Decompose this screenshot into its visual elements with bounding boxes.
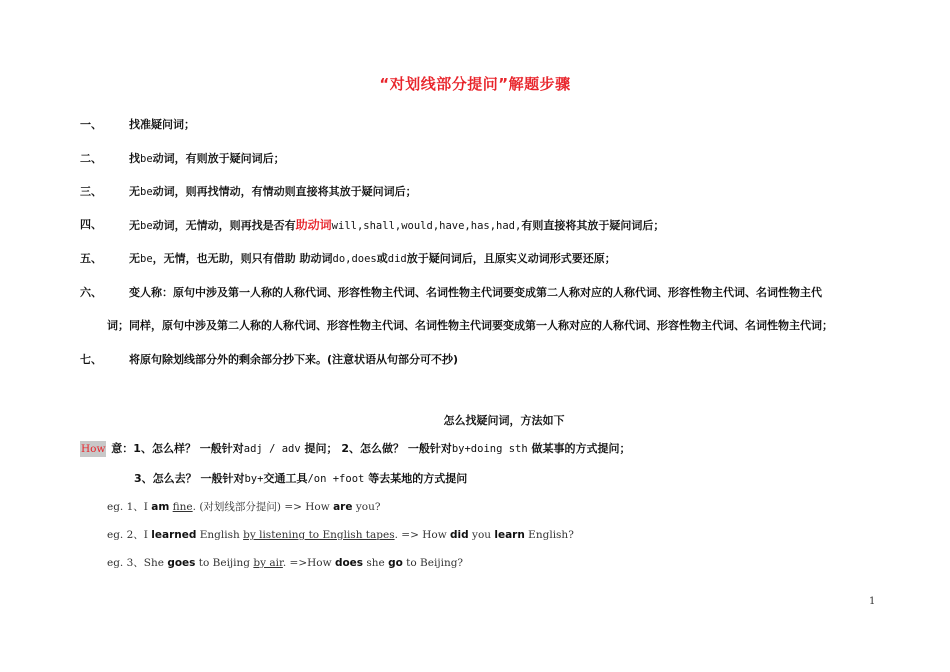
step-keyword: will,shall,would,have,has,had, bbox=[331, 220, 522, 232]
underlined-phrase: by air bbox=[253, 557, 283, 569]
step-6-continuation: 词；同样，原句中涉及第二人称的人称代词、形容性物主代词、名词性物主代词要变成第一人称对应的人称代词、形容性物主代词、名词性物主代词； bbox=[107, 319, 833, 332]
example-text: . => How bbox=[394, 529, 451, 541]
how-text: 等去某地的方式提问 bbox=[364, 472, 468, 485]
step-text-part: ，无情，也无助，则只有借助 助动词 bbox=[152, 252, 333, 265]
step-text bbox=[129, 183, 417, 199]
example-text: to Beijing? bbox=[402, 557, 464, 569]
step-number: 五、 bbox=[80, 252, 102, 265]
step-text-part: 动词，则再找情动，有情动则直接将其放于疑问词后； bbox=[152, 185, 417, 198]
step-text-part: 或 bbox=[376, 252, 388, 265]
example-text: English bbox=[196, 529, 244, 541]
example-text: eg. 3、She bbox=[107, 557, 168, 569]
step-text bbox=[129, 216, 664, 233]
step-text bbox=[129, 150, 285, 166]
step-keyword: be bbox=[140, 220, 153, 232]
how-meaning-line-2 bbox=[134, 470, 467, 486]
how-keyword: by+doing sth bbox=[451, 443, 528, 455]
step-1 bbox=[0, 116, 950, 136]
step-keyword: do,does bbox=[332, 253, 377, 265]
example-bold-word: does bbox=[334, 557, 364, 569]
step-text-part: 有则直接将其放于疑问词后； bbox=[521, 219, 665, 232]
example-bold-word: am bbox=[151, 501, 170, 513]
example-1 bbox=[107, 499, 380, 514]
example-text: to Beijing bbox=[195, 557, 254, 569]
step-5 bbox=[0, 250, 950, 270]
example-bold-word: goes bbox=[167, 557, 196, 569]
example-text: she bbox=[363, 557, 389, 569]
step-keyword: did bbox=[387, 253, 407, 265]
step-number: 三、 bbox=[80, 185, 102, 198]
step-text bbox=[129, 250, 616, 266]
example-text: English? bbox=[524, 529, 574, 541]
step-text-part: 无 bbox=[129, 252, 140, 265]
step-number: 四、 bbox=[80, 218, 102, 231]
how-text: 做某事的方式提问； bbox=[527, 442, 631, 455]
step-text-part: 找 bbox=[129, 152, 140, 165]
step-text-part: 动词，有则放于疑问词后； bbox=[152, 152, 285, 165]
step-text: 找准疑问词； bbox=[129, 118, 195, 131]
step-keyword: be bbox=[140, 186, 153, 198]
step-keyword: be bbox=[140, 153, 153, 165]
step-text-part: 动词，无情动，则再找是否有 bbox=[152, 219, 296, 232]
example-text: . =>How bbox=[282, 557, 335, 569]
example-bold-word: learn bbox=[494, 529, 525, 541]
page-number: 1 bbox=[869, 596, 876, 607]
how-badge: How bbox=[81, 443, 106, 455]
step-6 bbox=[0, 284, 950, 304]
how-meaning-line bbox=[80, 440, 631, 457]
example-2 bbox=[107, 527, 574, 542]
step-text: 将原句除划线部分外的剩余部分抄下来。(注意状语从句部分可不抄) bbox=[129, 353, 459, 366]
example-bold-word: are bbox=[333, 501, 353, 513]
step-number: 一、 bbox=[80, 118, 102, 131]
how-keyword: adj / adv bbox=[243, 443, 301, 455]
how-text: 交通工具 bbox=[263, 472, 308, 485]
step-number: 六、 bbox=[80, 286, 102, 299]
example-text: you? bbox=[352, 501, 381, 513]
example-text: eg. 1、I bbox=[107, 501, 152, 513]
step-text-part: 无 bbox=[129, 219, 140, 232]
underlined-phrase: by listening to English tapes bbox=[243, 529, 395, 541]
example-3 bbox=[107, 555, 463, 570]
example-text: eg. 2、I bbox=[107, 529, 152, 541]
example-bold-word: go bbox=[388, 557, 403, 569]
step-keyword: be bbox=[140, 253, 153, 265]
step-2 bbox=[0, 150, 950, 170]
step-text-part: 放于疑问词后，且原实义动词形式要还原； bbox=[406, 252, 616, 265]
how-keyword: /on +foot bbox=[307, 473, 365, 485]
step-text: 变人称：原句中涉及第一人称的人称代词、形容性物主代词、名词性物主代词要变成第二人称对应的人称代词、形容性物主代词、名词性物主代 bbox=[129, 286, 822, 299]
step-text-part: 无 bbox=[129, 185, 140, 198]
example-text: . (对划线部分提问) => How bbox=[192, 501, 334, 513]
step-3 bbox=[0, 183, 950, 203]
how-text: 提问； 2、怎么做？ 一般针对 bbox=[300, 442, 452, 455]
how-text: 3、怎么去？ 一般针对 bbox=[134, 472, 245, 485]
highlighted-term: 助动词 bbox=[295, 218, 332, 232]
how-text: 意：1、怎么样？ 一般针对 bbox=[107, 442, 244, 455]
example-text: you bbox=[468, 529, 495, 541]
how-keyword: by+ bbox=[244, 473, 264, 485]
step-number: 七、 bbox=[80, 353, 102, 366]
example-bold-word: did bbox=[450, 529, 469, 541]
page-title: “对划线部分提问”解题步骤 bbox=[379, 75, 571, 93]
section-subheading: 怎么找疑问词，方法如下 bbox=[443, 414, 565, 427]
underlined-phrase: fine bbox=[172, 501, 193, 513]
step-number: 二、 bbox=[80, 152, 102, 165]
step-4 bbox=[0, 216, 950, 236]
step-7 bbox=[0, 351, 950, 371]
example-bold-word: learned bbox=[151, 529, 197, 541]
